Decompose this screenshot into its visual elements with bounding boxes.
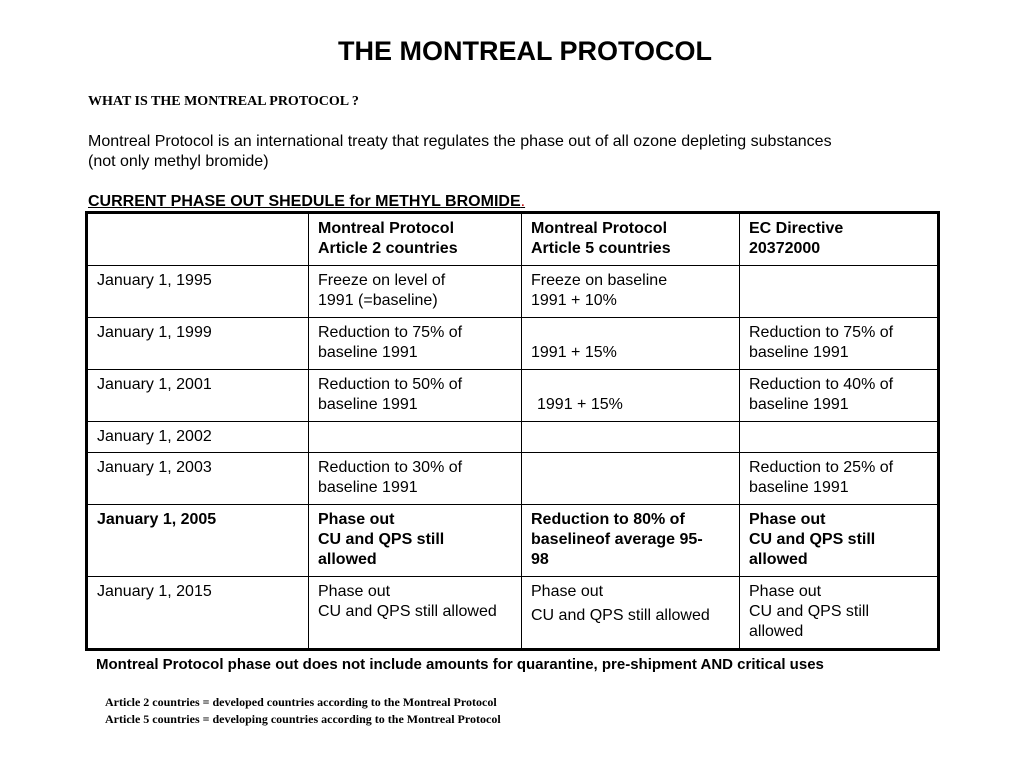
phase-out-schedule-table xyxy=(85,211,940,651)
cell-date: January 1, 2002 xyxy=(87,422,309,453)
definition-article-2: Article 2 countries = developed countries according to the Montreal Protocol xyxy=(105,695,497,709)
table-row xyxy=(87,422,939,453)
header-text: Montreal Protocol xyxy=(318,220,455,237)
table-row xyxy=(87,453,939,505)
cell-article-5 xyxy=(522,422,740,453)
cell-text: 98 xyxy=(531,551,549,568)
cell-article-2 xyxy=(309,422,522,453)
cell-text: 1991 + 15% xyxy=(537,396,623,413)
cell-text: baseline 1991 xyxy=(749,396,849,413)
cell-text: CU and QPS still xyxy=(749,603,870,620)
header-article-2 xyxy=(309,213,522,266)
cell-text: Reduction to 30% of xyxy=(318,459,463,476)
cell-date: January 1, 1995 xyxy=(87,266,309,318)
cell-text: baselineof average 95- xyxy=(531,531,703,548)
table-row xyxy=(87,370,939,422)
cell-text: CU and QPS still allowed xyxy=(318,603,497,620)
cell-text: allowed xyxy=(318,551,377,568)
cell-article-5 xyxy=(522,266,740,318)
intro-paragraph xyxy=(88,132,908,172)
cell-text: Phase out xyxy=(318,583,391,600)
cell-text: CU and QPS still xyxy=(749,531,876,548)
cell-article-5 xyxy=(522,453,740,505)
cell-text: Reduction to 50% of xyxy=(318,376,463,393)
cell-ec-directive xyxy=(740,370,939,422)
page-title: THE MONTREAL PROTOCOL xyxy=(337,36,712,66)
cell-text: Phase out xyxy=(318,511,395,528)
cell-text: Reduction to 40% of xyxy=(749,376,894,393)
table-row xyxy=(87,318,939,370)
cell-text: baseline 1991 xyxy=(318,396,418,413)
cell-article-2 xyxy=(309,577,522,650)
header-text: Article 2 countries xyxy=(318,240,458,257)
cell-text: CU and QPS still allowed xyxy=(531,607,710,624)
cell-ec-directive xyxy=(740,318,939,370)
schedule-heading xyxy=(88,193,525,211)
cell-date: January 1, 2005 xyxy=(87,505,309,577)
intro-line-1: Montreal Protocol is an international treaty that regulates the phase out of all ozone depleting substances xyxy=(88,133,832,150)
cell-text: allowed xyxy=(749,551,808,568)
cell-date: January 1, 2003 xyxy=(87,453,309,505)
cell-text: baseline 1991 xyxy=(318,479,418,496)
cell-article-5 xyxy=(522,577,740,650)
cell-date: January 1, 1999 xyxy=(87,318,309,370)
header-date xyxy=(87,213,309,266)
section-question: WHAT IS THE MONTREAL PROTOCOL ? xyxy=(88,94,359,109)
schedule-heading-text: CURRENT PHASE OUT SHEDULE for METHYL BROMIDE xyxy=(88,193,521,210)
cell-article-5 xyxy=(522,318,740,370)
cell-ec-directive xyxy=(740,453,939,505)
table-header-row xyxy=(87,213,939,266)
exemption-note: Montreal Protocol phase out does not include amounts for quarantine, pre-shipment AND critical uses xyxy=(96,656,824,673)
cell-text: baseline 1991 xyxy=(749,344,849,361)
cell-text: Reduction to 75% of xyxy=(318,324,463,341)
cell-text: Reduction to 75% of xyxy=(749,324,894,341)
header-text: Article 5 countries xyxy=(531,240,671,257)
table-row xyxy=(87,577,939,650)
header-text: EC Directive xyxy=(749,220,844,237)
intro-line-2: (not only methyl bromide) xyxy=(88,153,269,170)
cell-text: Phase out xyxy=(531,583,604,600)
cell-article-2 xyxy=(309,453,522,505)
table-row xyxy=(87,505,939,577)
cell-text: baseline 1991 xyxy=(318,344,418,361)
cell-ec-directive xyxy=(740,577,939,650)
cell-text: Freeze on baseline xyxy=(531,272,668,289)
cell-date: January 1, 2001 xyxy=(87,370,309,422)
cell-ec-directive xyxy=(740,266,939,318)
cell-text: 1991 (=baseline) xyxy=(318,292,438,309)
schedule-heading-dot: . xyxy=(520,193,526,210)
cell-article-2 xyxy=(309,370,522,422)
cell-ec-directive xyxy=(740,422,939,453)
cell-text: baseline 1991 xyxy=(749,479,849,496)
header-article-5 xyxy=(522,213,740,266)
cell-article-2 xyxy=(309,266,522,318)
header-ec-directive xyxy=(740,213,939,266)
cell-text: Phase out xyxy=(749,511,826,528)
cell-date: January 1, 2015 xyxy=(87,577,309,650)
cell-text: Freeze on level of xyxy=(318,272,446,289)
cell-article-5 xyxy=(522,370,740,422)
header-text: 20372000 xyxy=(749,240,821,257)
cell-article-2 xyxy=(309,505,522,577)
cell-text: 1991 + 15% xyxy=(531,344,617,361)
cell-text: Phase out xyxy=(749,583,822,600)
cell-text: CU and QPS still xyxy=(318,531,445,548)
cell-article-5 xyxy=(522,505,740,577)
table-row xyxy=(87,266,939,318)
cell-text: Reduction to 80% of xyxy=(531,511,685,528)
cell-text: 1991 + 10% xyxy=(531,292,617,309)
cell-article-2 xyxy=(309,318,522,370)
cell-ec-directive xyxy=(740,505,939,577)
cell-text: allowed xyxy=(749,623,804,640)
definition-article-5: Article 5 countries = developing countries according to the Montreal Protocol xyxy=(105,712,501,726)
header-text: Montreal Protocol xyxy=(531,220,668,237)
cell-text: Reduction to 25% of xyxy=(749,459,894,476)
definitions xyxy=(105,694,501,728)
